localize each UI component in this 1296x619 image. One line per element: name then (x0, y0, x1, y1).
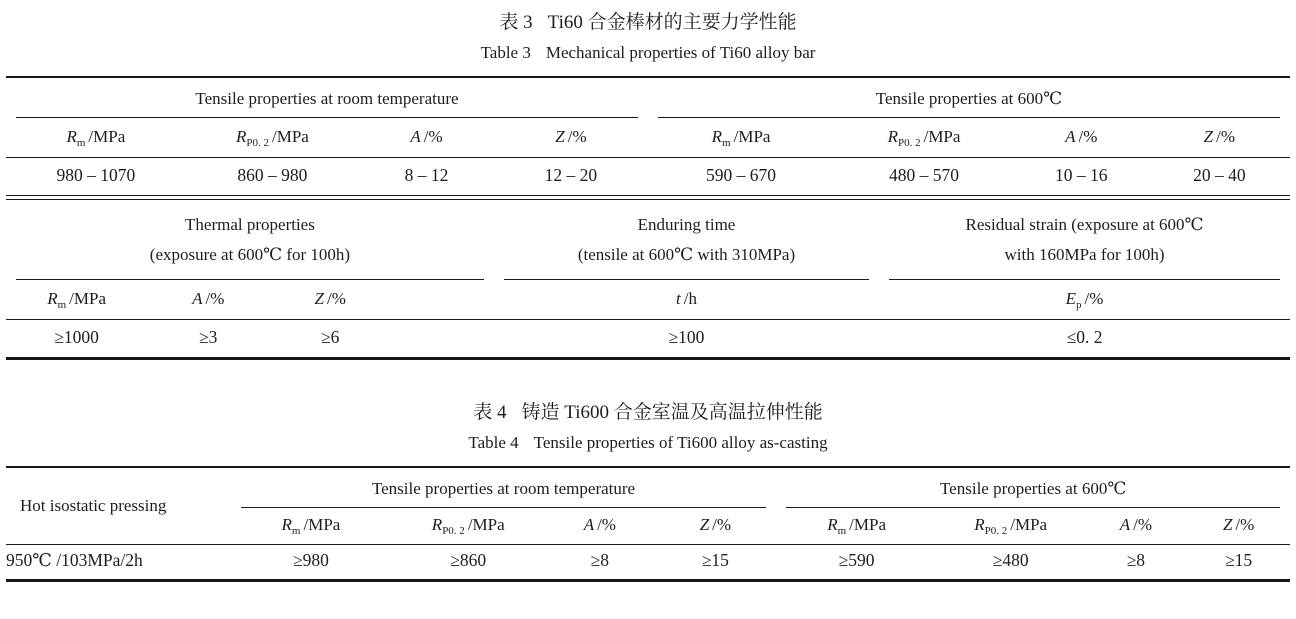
value-rp02-600: 480 – 570 (889, 165, 960, 185)
group-header-room-temp: Tensile properties at room temperature (6, 78, 648, 118)
value-z-room: ≥15 (701, 550, 729, 570)
col-header-a-thermal: A /% (147, 280, 269, 320)
value-a-room: 8 – 12 (404, 165, 449, 185)
table4-caption (6, 400, 1290, 456)
col-header-z-room: Z /% (654, 508, 776, 545)
group-header-residual-strain: Residual strain (exposure at 600℃ with 160MPa for 100h) (879, 200, 1290, 280)
table3-section2-group-header-row (6, 200, 1290, 280)
col-header-z-thermal: Z /% (269, 280, 391, 320)
col-header-z-room: Z /% (494, 118, 648, 158)
col-header-a-600: A /% (1014, 118, 1149, 158)
table4-data-row (6, 545, 1290, 580)
table3-section1 (6, 78, 1290, 195)
table3-title-en-text: Mechanical properties of Ti60 alloy bar (545, 43, 816, 62)
value-a-600: ≥8 (1126, 550, 1146, 570)
value-a-thermal: ≥3 (199, 327, 218, 347)
table3-title-zh-label: 表 3 (499, 12, 533, 33)
table3-section2 (6, 200, 1290, 357)
table4-title-zh-label: 表 4 (473, 402, 507, 423)
table3-title-zh-text: Ti60 合金棒材的主要力学性能 (547, 12, 797, 33)
col-header-t-enduring: t /h (494, 280, 879, 320)
col-header-a-room: A /% (545, 508, 654, 545)
value-rm-600: 590 – 670 (706, 165, 777, 185)
table4-group-header-row (6, 468, 1290, 508)
col-header-hot-isostatic-pressing: Hot isostatic pressing (6, 468, 231, 545)
table3-column-header-row (6, 118, 1290, 158)
group-header-600c: Tensile properties at 600℃ (648, 78, 1290, 118)
table3-section2-column-header-row (6, 280, 1290, 320)
value-rm-room: 980 – 1070 (56, 165, 136, 185)
group-header-600c: Tensile properties at 600℃ (776, 468, 1290, 508)
table4-title-zh (6, 400, 1290, 426)
value-rm-thermal: ≥1000 (54, 327, 99, 347)
table4-title-en-label: Table 4 (468, 433, 519, 452)
table3-section2-data-row (6, 320, 1290, 358)
col-header-rm-room: $R_m$ /MPa (6, 118, 186, 158)
value-hip-condition: 950℃ /103MPa/2h (6, 550, 143, 570)
table3-data-row (6, 158, 1290, 196)
value-z-600: ≥15 (1225, 550, 1253, 570)
value-a-room: ≥8 (590, 550, 609, 570)
table4 (6, 468, 1290, 579)
col-header-a-room: A /% (359, 118, 494, 158)
value-rm-600: ≥590 (838, 550, 875, 570)
col-header-rm-room: $R_m$ /MPa (231, 508, 392, 545)
value-ep-residual: ≤0. 2 (1066, 327, 1103, 347)
table4-title-en-text: Tensile properties of Ti600 alloy as-casting (533, 433, 828, 452)
group-header-thermal: Thermal properties (exposure at 600℃ for 100h) (6, 200, 494, 280)
col-header-rp02-600: $R_{P0. 2}$ /MPa (937, 508, 1085, 545)
value-rp02-room: ≥860 (450, 550, 487, 570)
value-spacer (391, 320, 494, 358)
value-rm-room: ≥980 (293, 550, 329, 570)
value-t-enduring: ≥100 (668, 327, 705, 347)
table4-title-zh-text: 铸造 Ti600 合金室温及高温拉伸性能 (521, 402, 823, 423)
value-z-600: 20 – 40 (1193, 165, 1246, 185)
table4-title-en (6, 430, 1290, 456)
col-header-rp02-room: $R_{P0. 2}$ /MPa (186, 118, 359, 158)
table4-bottom-rule (6, 579, 1290, 582)
col-header-rm-thermal: $R_m$ /MPa (6, 280, 147, 320)
value-z-room: 12 – 20 (544, 165, 598, 185)
table3-title-en-label: Table 3 (480, 43, 531, 62)
value-a-600: 10 – 16 (1055, 165, 1108, 185)
col-header-z-600: Z /% (1187, 508, 1290, 545)
col-header-rp02-room: $R_{P0. 2}$ /MPa (391, 508, 545, 545)
value-rp02-600: ≥480 (992, 550, 1029, 570)
group-header-room-temp: Tensile properties at room temperature (231, 468, 777, 508)
col-header-rm-600: $R_m$ /MPa (776, 508, 937, 545)
table3-title-en (6, 40, 1290, 66)
spacer (6, 360, 1290, 398)
table3-group-header-row (6, 78, 1290, 118)
col-header-rp02-600: $R_{P0. 2}$ /MPa (834, 118, 1014, 158)
group-header-enduring: Enduring time (tensile at 600℃ with 310MPa) (494, 200, 879, 280)
col-spacer (391, 280, 494, 320)
col-header-z-600: Z /% (1149, 118, 1290, 158)
value-rp02-room: 860 – 980 (237, 165, 308, 185)
value-z-thermal: ≥6 (321, 327, 340, 347)
col-header-rm-600: $R_m$ /MPa (648, 118, 834, 158)
col-header-ep-residual: $E_p$ /% (879, 280, 1290, 320)
table3-title-zh (6, 10, 1290, 36)
table3-caption (6, 10, 1290, 66)
col-header-a-600: A /% (1085, 508, 1188, 545)
